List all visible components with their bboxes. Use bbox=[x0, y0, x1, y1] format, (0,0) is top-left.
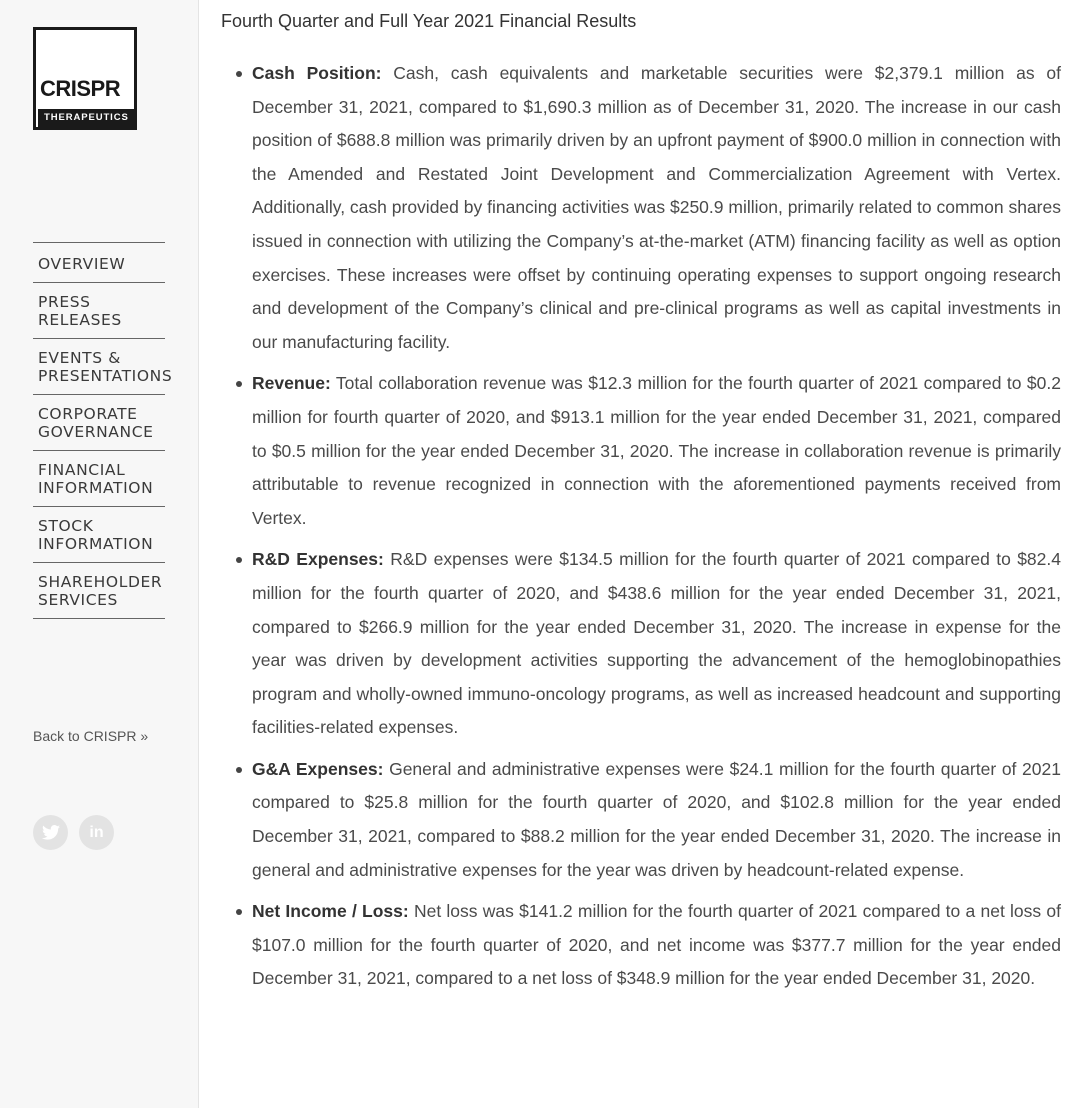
nav-item-corporate-governance[interactable] bbox=[33, 395, 165, 451]
bullet-text: General and administrative expenses were $24.1 million for the fourth quarter of 2021 compared to $25.8 million for the fourth quarter of 2020, and $102.8 million for the year ended December 31, 2021, compared to $88.2 million for the year ended December 31, 2020. The increase in general and administrative expenses for the year was driven by headcount-related expense. bbox=[252, 758, 1061, 880]
bullet-paragraph bbox=[252, 753, 1061, 887]
bullet-text: R&D expenses were $134.5 million for the fourth quarter of 2021 compared to $82.4 million for the fourth quarter of 2020, and $438.6 million for the year ended December 31, 2021, compared to $266.9 million for the year ended December 31, 2020. The increase in expense for the year was driven by development activities supporting the advancement of the hemoglobinopathies program and wholly-owned immuno-oncology programs, as well as increased headcount and supporting facilities-related expenses. bbox=[252, 549, 1061, 738]
list-item-ga-expenses bbox=[221, 753, 1061, 887]
bullet-label: Cash Position: bbox=[252, 63, 382, 83]
bullet-text: Net loss was $141.2 million for the fourth quarter of 2021 compared to a net loss of $107.0 million for the fourth quarter of 2020, and net income was $377.7 million for the year ended December 31, 2021, compared to a net loss of $348.9 million for the year ended December 31, 2020. bbox=[252, 901, 1061, 989]
nav-item-label: OVERVIEW bbox=[38, 255, 126, 273]
list-item-revenue bbox=[221, 367, 1061, 535]
bullet-label: R&D Expenses: bbox=[252, 549, 384, 570]
social-links bbox=[33, 815, 114, 850]
nav-item-stock-information[interactable] bbox=[33, 507, 165, 563]
twitter-bird-glyph bbox=[42, 825, 60, 840]
sidebar bbox=[0, 0, 199, 1108]
results-list bbox=[221, 57, 1061, 1004]
nav-item-label: STOCK INFORMATION bbox=[38, 517, 154, 553]
nav-item-label: CORPORATE GOVERNANCE bbox=[38, 405, 154, 441]
nav-item-shareholder-services[interactable] bbox=[33, 563, 165, 619]
bullet-label: G&A Expenses: bbox=[252, 758, 384, 779]
logo-wordmark: CRISPR bbox=[40, 76, 121, 101]
nav-item-overview[interactable] bbox=[33, 243, 165, 283]
bullet-text: Cash, cash equivalents and marketable securities were $2,379.1 million as of December 31, 2021, compared to $1,690.3 million as of December 31, 2020. The increase in our cash position of $688.8 million was primarily driven by an upfront payment of $900.0 million in connection with the Amended and Restated Joint Development and Commercialization Agreement with Vertex. Additionally, cash provided by financing activities was $250.9 million, primarily related to common shares issued in connection with utilizing the Company’s at-the-market (ATM) financing facility as well as option exercises. These increases were offset by continuing operating expenses to support ongoing research and development of the Company’s clinical and pre-clinical programs as well as capital investments in our manufacturing facility. bbox=[252, 63, 1061, 352]
logo-subtitle: THERAPEUTICS bbox=[44, 112, 129, 123]
nav-item-events-presentations[interactable] bbox=[33, 339, 173, 395]
nav-item-label: EVENTS & PRESENTATIONS bbox=[38, 349, 173, 385]
bullet-text: Total collaboration revenue was $12.3 million for the fourth quarter of 2021 compared to $0.2 million for fourth quarter of 2020, and $913.1 million for the year ended December 31, 2021, compared to $0.5 million for the year ended December 31, 2020. The increase in collaboration revenue is primarily attributable to revenue recognized in connection with the aforementioned payments received from Vertex. bbox=[252, 373, 1061, 528]
sidebar-nav bbox=[33, 242, 173, 619]
bullet-label: Revenue: bbox=[252, 373, 331, 394]
list-item-rd-expenses bbox=[221, 543, 1061, 745]
section-heading: Fourth Quarter and Full Year 2021 Financial Results bbox=[221, 11, 637, 31]
list-item-cash-position bbox=[221, 57, 1061, 359]
nav-item-label: PRESS RELEASES bbox=[38, 293, 122, 329]
nav-item-press-releases[interactable] bbox=[33, 283, 165, 339]
nav-item-label: SHAREHOLDER SERVICES bbox=[38, 573, 163, 609]
linkedin-icon[interactable] bbox=[79, 815, 114, 850]
twitter-icon[interactable] bbox=[33, 815, 68, 850]
bullet-paragraph bbox=[252, 543, 1061, 745]
back-to-crispr-link[interactable]: Back to CRISPR » bbox=[33, 728, 149, 744]
bullet-label: Net Income / Loss: bbox=[252, 901, 409, 922]
bullet-paragraph bbox=[252, 367, 1061, 535]
bullet-paragraph bbox=[252, 57, 1061, 359]
nav-item-label: FINANCIAL INFORMATION bbox=[38, 461, 154, 497]
nav-item-financial-information[interactable] bbox=[33, 451, 165, 507]
bullet-paragraph bbox=[252, 895, 1061, 996]
crispr-logo[interactable] bbox=[33, 27, 137, 130]
list-item-net-income-loss bbox=[221, 895, 1061, 996]
logo-bar bbox=[38, 109, 137, 128]
linkedin-glyph: in bbox=[89, 823, 104, 841]
